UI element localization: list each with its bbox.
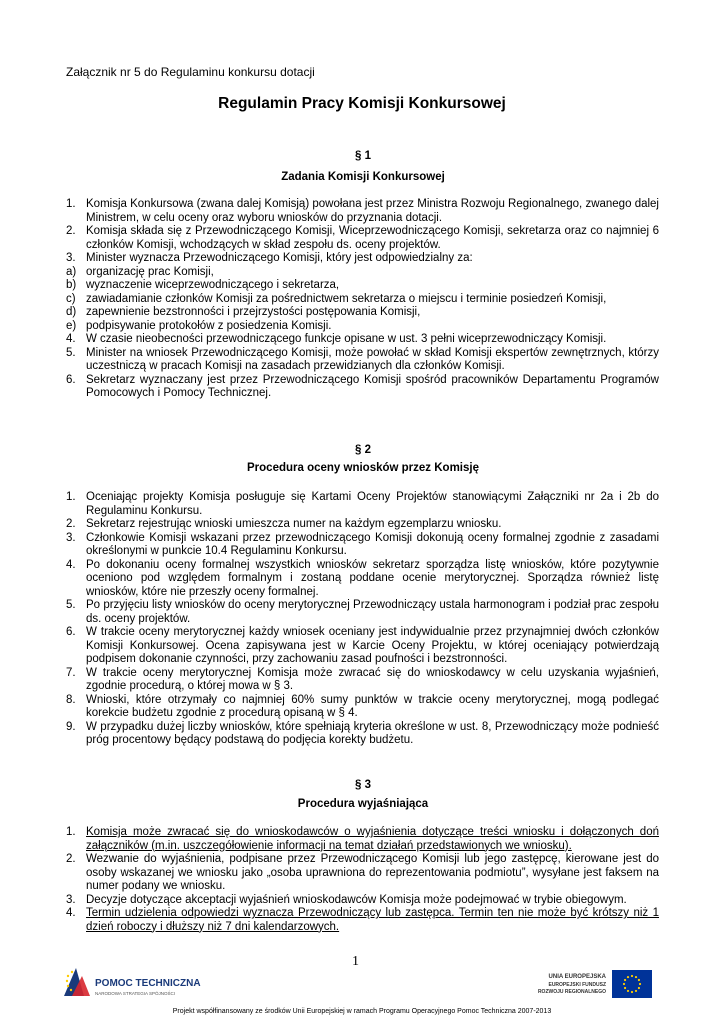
- item-text: Wezwanie do wyjaśnienia, podpisane przez Przewodniczącego Komisji lub jego zastępcę, kierowane jest do osoby wskazanej we wniosku jako „osoba uprawniona do reprezentowania podmiotu”, wysyłane jest faksem na numer podany we wniosku.: [86, 853, 659, 892]
- logo-left-tagline: NARODOWA STRATEGIA SPÓJNOŚCI: [95, 991, 176, 996]
- eu-star: [624, 979, 626, 981]
- list-item: [66, 518, 659, 532]
- item-text: Sekretarz rejestrując wnioski umieszcza numer na każdym egzemplarzu wniosku.: [86, 518, 502, 530]
- sub-item-letter: e): [66, 319, 77, 332]
- eu-star: [624, 987, 626, 989]
- eu-star: [631, 975, 633, 977]
- eu-logo-line1: UNIA EUROPEJSKA: [548, 974, 606, 980]
- list-item: [66, 333, 659, 347]
- item-text: Sekretarz wyznaczany jest przez Przewodniczącego Komisji spośród pracowników Departamentu Programów Pomocowych i Pomocy Technicznej.: [86, 373, 659, 399]
- item-text: W czasie nieobecności przewodniczącego funkcje opisane w ust. 3 pełni wiceprzewodniczący Komisji.: [86, 333, 607, 345]
- eu-star: [638, 987, 640, 989]
- eu-star: [635, 976, 637, 978]
- item-number: 3.: [66, 531, 76, 544]
- eu-logo-line3: ROZWOJU REGIONALNEGO: [537, 989, 606, 995]
- item-number: 3.: [66, 893, 76, 906]
- document-title: Regulamin Pracy Komisji Konkursowej: [218, 95, 506, 112]
- sub-list-container: [66, 266, 659, 334]
- item-number: 2.: [66, 225, 76, 237]
- item-number: 2.: [66, 853, 76, 865]
- footer-text: Projekt współfinansowany ze środków Unii Europejskiej w ramach Programu Operacyjnego Pomoc Techniczna 2007-2013: [172, 1008, 552, 1015]
- list-item: [66, 853, 659, 894]
- eu-star: [638, 979, 640, 981]
- item-text: Członkowie Komisji wskazani przez przewodniczącego Komisji dokonują oceny formalnej zgodnie z zasadami określonymi w punkcie 10.4 Regulaminu Konkursu.: [86, 531, 659, 557]
- eu-star: [627, 976, 629, 978]
- item-text: Wnioski, które otrzymały co najmniej 60% sumy punktów w trakcie oceny merytorycznej, mogą podlegać korekcie budżetu zgodnie z procedurą opisaną w § 4.: [86, 693, 659, 719]
- list-item: [66, 532, 659, 559]
- sub-item-letter: a): [66, 265, 77, 278]
- page-number: 1: [352, 954, 359, 969]
- item-text: Po przyjęciu listy wniosków do oceny merytorycznej Przewodniczący ustala harmonogram i podział prac zespołu ds. oceny projektów.: [86, 599, 659, 625]
- pomoc-techniczna-logo: [62, 962, 222, 1002]
- sub-item-letter: b): [66, 279, 77, 291]
- item-number: 4.: [66, 333, 76, 345]
- list-item: [66, 626, 659, 667]
- item-text: W trakcie oceny merytorycznej każdy wniosek oceniany jest indywidualnie przez przynajmniej dwóch członków Komisji Konkursowej. Ocena zapisywana jest w Karcie Oceny Projektu, w której oceniający potwierdzają podpisem dokonanie czynności, przy zachowaniu zasad poufności i bezstronności.: [86, 626, 659, 665]
- item-number: 2.: [66, 518, 76, 530]
- list-item: [66, 198, 659, 225]
- item-number: 4.: [66, 907, 76, 919]
- list-item: [66, 667, 659, 694]
- eu-star: [627, 990, 629, 992]
- item-number: 1.: [66, 198, 76, 210]
- eu-flag-icon: [612, 970, 652, 998]
- item-text: Komisja może zwracać się do wnioskodawców o wyjaśnienia dotyczące treści wniosku i dołączonych doń załączników (m.in. uszczegółowienie informacji na temat działań przedstawionych we wniosku).: [86, 826, 659, 852]
- item-text: Decyzje dotyczące akceptacji wyjaśnień wnioskodawców Komisja może podejmować w trybie obiegowym.: [86, 893, 627, 906]
- item-text: Po dokonaniu oceny formalnej wszystkich wniosków sekretarz sporządza listę wniosków, które pozytywnie oceniono pod względem formalnym i zostaną poddane ocenie merytorycznej. Sporządza również listę wniosków, które nie przeszły oceny formalnej.: [86, 558, 659, 598]
- item-text: Minister na wniosek Przewodniczącego Komisji, może powołać w skład Komisji ekspertów zewnętrznych, którzy uczestniczą w pracach Komisji na zasadach przewidzianych dla członków Komisji.: [86, 346, 659, 372]
- eu-logo-line2: EUROPEJSKI FUNDUSZ: [548, 982, 606, 988]
- section-3-heading: Procedura wyjaśniająca: [297, 798, 429, 810]
- sub-list-item: [66, 320, 659, 334]
- list-item: [66, 826, 659, 853]
- list-item: [66, 225, 659, 252]
- eu-star: [639, 983, 641, 985]
- list-item: [66, 559, 659, 600]
- section-1-list: [66, 198, 659, 401]
- list-item: [66, 374, 659, 401]
- item-number: 3.: [66, 252, 76, 264]
- sub-item-text: organizację prac Komisji,: [86, 265, 214, 278]
- section-2-heading: Procedura oceny wniosków przez Komisję: [247, 462, 479, 474]
- item-text: Oceniając projekty Komisja posługuje się Kartami Oceny Projektów stanowiącymi Załączniki nr 2a i 2b do Regulaminu Konkursu.: [86, 491, 659, 517]
- item-text: Termin udzielenia odpowiedzi wyznacza Przewodniczący lub zastępca. Termin ten nie może być krótszy niż 1 dzień roboczy i dłuższy niż 7 dni kalendarzowych.: [86, 907, 659, 933]
- section-2-list: [66, 491, 659, 748]
- sub-item-text: zawiadamianie członków Komisji za pośrednictwem sekretarza o miejscu i terminie posiedzeń Komisji,: [86, 292, 607, 305]
- eu-star: [635, 990, 637, 992]
- logo-left-name: POMOC TECHNICZNA: [95, 978, 201, 989]
- section-1-heading: Zadania Komisji Konkursowej: [281, 171, 445, 183]
- item-text: W trakcie oceny merytorycznej Komisja może zwracać się do wnioskodawcy w celu uzyskania wyjaśnień, zgodnie procedurą, o której mowa w § 3.: [86, 666, 659, 692]
- section-3-number: § 3: [355, 779, 371, 791]
- eu-star: [631, 991, 633, 993]
- section-3-list: [66, 826, 659, 934]
- pomoc-techniczna-emblem-icon: [62, 962, 94, 1002]
- list-item: [66, 721, 659, 748]
- item-text: W przypadku dużej liczby wniosków, które spełniają kryteria określone w ust. 8, Przewodniczący może podnieść próg procentowy będący podstawą do podjęcia korekty budżetu.: [86, 720, 659, 746]
- sub-list-item: [66, 293, 659, 307]
- item-number: 6.: [66, 373, 76, 386]
- sub-item-text: podpisywanie protokołów z posiedzenia Komisji.: [86, 319, 332, 332]
- section-1-number: § 1: [355, 150, 371, 162]
- sub-list-item: [66, 279, 659, 293]
- list-item: [66, 694, 659, 721]
- item-text: Komisja Konkursowa (zwana dalej Komisją) powołana jest przez Ministra Rozwoju Regionalnego, zwanego dalej Ministrem, w celu oceny oraz wyboru wniosków do przyznania dotacji.: [86, 198, 659, 224]
- item-number: 1.: [66, 491, 76, 503]
- sub-item-letter: c): [66, 292, 76, 305]
- item-number: 4.: [66, 558, 76, 571]
- eu-star: [623, 983, 625, 985]
- item-number: 6.: [66, 626, 76, 638]
- item-text: Komisja składa się z Przewodniczącego Komisji, Wiceprzewodniczącego Komisji, sekretarza oraz co najmniej 6 członków Komisji, wchodzących w skład zespołu ds. oceny projektów.: [86, 225, 659, 251]
- eu-logo: [537, 970, 652, 1000]
- item-number: 8.: [66, 693, 76, 706]
- section-2-number: § 2: [355, 444, 371, 456]
- list-item: [66, 491, 659, 518]
- list-item: [66, 252, 659, 266]
- annex-label: Załącznik nr 5 do Regulaminu konkursu dotacji: [66, 65, 315, 79]
- item-number: 1.: [66, 826, 76, 838]
- sub-list: [66, 266, 659, 334]
- list-item: [66, 599, 659, 626]
- sub-item-text: zapewnienie bezstronności i przejrzystości postępowania Komisji,: [86, 306, 421, 318]
- sub-list-item: [66, 266, 659, 280]
- item-number: 7.: [66, 666, 76, 679]
- item-number: 5.: [66, 599, 76, 611]
- list-item: [66, 907, 659, 934]
- item-text: Minister wyznacza Przewodniczącego Komisji, który jest odpowiedzialny za:: [86, 252, 473, 264]
- item-number: 9.: [66, 720, 76, 733]
- sub-list-item: [66, 306, 659, 320]
- item-number: 5.: [66, 346, 76, 359]
- list-item: [66, 347, 659, 374]
- list-item: [66, 894, 659, 908]
- sub-item-text: wyznaczenie wiceprzewodniczącego i sekretarza,: [86, 279, 340, 291]
- sub-item-letter: d): [66, 306, 77, 318]
